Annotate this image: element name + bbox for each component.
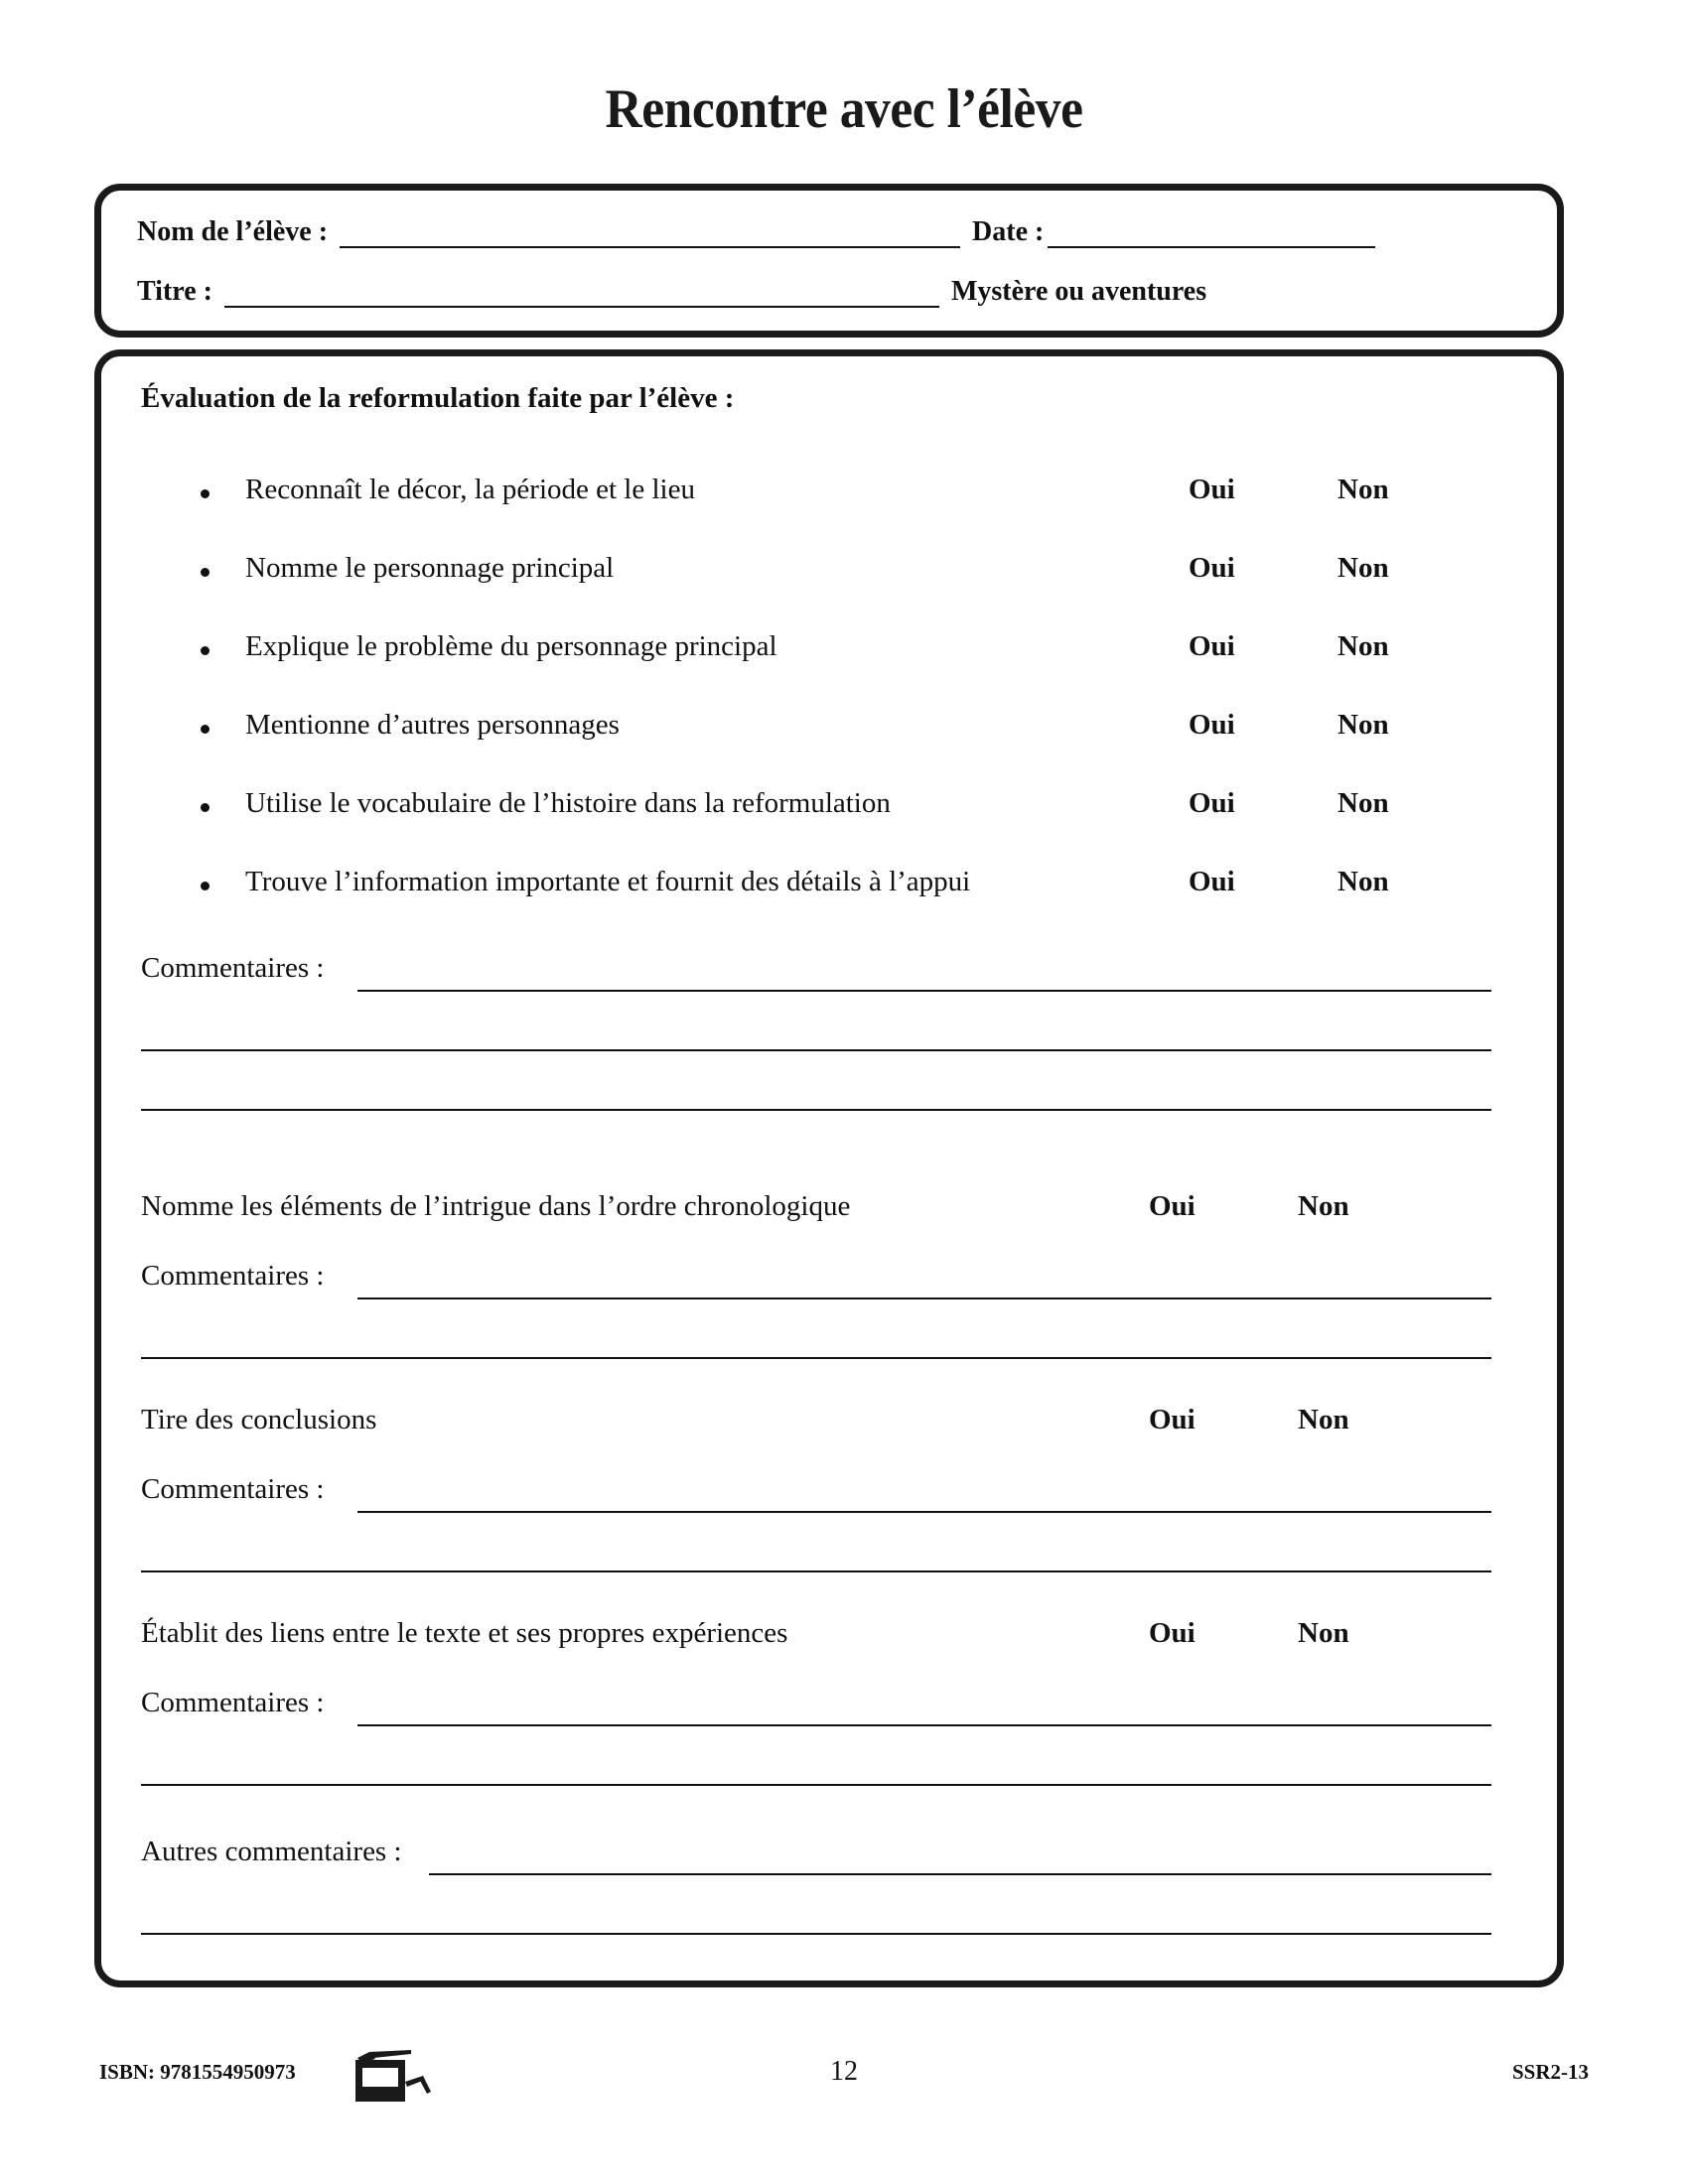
checklist-item-yes-option[interactable]: Oui [1189,552,1235,584]
bullet-icon [201,489,210,498]
checklist-item-no-option[interactable]: Non [1337,866,1389,897]
checklist-item [141,460,1529,538]
conclusions-no-option[interactable]: Non [1298,1404,1349,1435]
checklist-item [141,616,1529,695]
text-connections-comments-label: Commentaires : [141,1687,325,1718]
checklist-item [141,695,1529,773]
evaluation-comments-line-2[interactable] [141,1049,1491,1051]
checklist-item-label: Utilise le vocabulaire de l’histoire dans la reformulation [245,787,891,819]
evaluation-comments-line-3[interactable] [141,1109,1491,1111]
plot-order-comments-label: Commentaires : [141,1260,325,1292]
text-connections-question: Établit des liens entre le texte et ses propres expériences [141,1617,788,1649]
student-info-box [94,184,1564,338]
student-name-label: Nom de l’élève : [137,216,329,247]
conclusions-comments-line-2[interactable] [141,1570,1491,1572]
checklist-item-no-option[interactable]: Non [1337,787,1389,819]
plot-order-no-option[interactable]: Non [1298,1190,1349,1222]
text-connections-no-option[interactable]: Non [1298,1617,1349,1649]
page-footer [0,2040,1688,2110]
checklist-item [141,538,1529,616]
evaluation-comments-label: Commentaires : [141,952,325,984]
conclusions-comments-label: Commentaires : [141,1473,325,1505]
checklist-item-no-option[interactable]: Non [1337,709,1389,741]
checklist-item-label: Explique le problème du personnage principal [245,630,777,662]
checklist-item-label: Nomme le personnage principal [245,552,615,584]
page-title: Rencontre avec l’élève [605,78,1083,140]
plot-order-question: Nomme les éléments de l’intrigue dans l’ordre chronologique [141,1190,851,1222]
other-comments-line-2[interactable] [141,1933,1491,1935]
checklist-item-yes-option[interactable]: Oui [1189,787,1235,819]
bullet-icon [201,725,210,734]
conclusions-comments-line-1[interactable] [357,1511,1491,1513]
other-comments-label: Autres commentaires : [141,1836,402,1867]
checklist-item-no-option[interactable]: Non [1337,474,1389,505]
isbn-text: ISBN: 9781554950973 [99,2060,296,2084]
text-connections-comments-line-1[interactable] [357,1724,1491,1726]
checklist-item-label: Trouve l’information importante et fournit des détails à l’appui [245,866,971,897]
plot-order-comments-line-2[interactable] [141,1357,1491,1359]
checklist-item-yes-option[interactable]: Oui [1189,630,1235,662]
checklist-item [141,773,1529,852]
bullet-icon [201,803,210,812]
date-label: Date : [972,216,1045,247]
evaluation-comments-line-1[interactable] [357,990,1491,992]
checklist-item-no-option[interactable]: Non [1337,552,1389,584]
checklist-item-label: Reconnaît le décor, la période et le lieu [245,474,695,505]
checklist-item-yes-option[interactable]: Oui [1189,474,1235,505]
checklist-item-yes-option[interactable]: Oui [1189,709,1235,741]
evaluation-box [94,349,1564,1987]
plot-order-yes-option[interactable]: Oui [1149,1190,1196,1222]
checklist-item [141,852,1529,930]
checklist-item-yes-option[interactable]: Oui [1189,866,1235,897]
checklist-item-label: Mentionne d’autres personnages [245,709,620,741]
title-genre-row [137,276,1535,308]
bullet-icon [201,882,210,890]
genre-label: Mystère ou aventures [950,276,1207,307]
checklist-item-no-option[interactable]: Non [1337,630,1389,662]
page-number: 12 [830,2056,858,2087]
bullet-icon [201,646,210,655]
book-title-label: Titre : [137,276,212,307]
book-title-input[interactable] [224,278,939,308]
conclusions-yes-option[interactable]: Oui [1149,1404,1196,1435]
plot-order-comments-line-1[interactable] [357,1297,1491,1299]
other-comments-line-1[interactable] [429,1873,1491,1875]
evaluation-checklist [141,460,1529,930]
text-connections-comments-line-2[interactable] [141,1784,1491,1786]
text-connections-yes-option[interactable]: Oui [1149,1617,1196,1649]
bullet-icon [201,568,210,577]
name-date-row [137,216,1535,248]
resource-code: SSR2-13 [1511,2060,1589,2084]
date-input[interactable] [1048,218,1375,248]
student-name-input[interactable] [340,218,960,248]
evaluation-heading: Évaluation de la reformulation faite par l’élève : [141,382,735,414]
conclusions-question: Tire des conclusions [141,1404,377,1435]
